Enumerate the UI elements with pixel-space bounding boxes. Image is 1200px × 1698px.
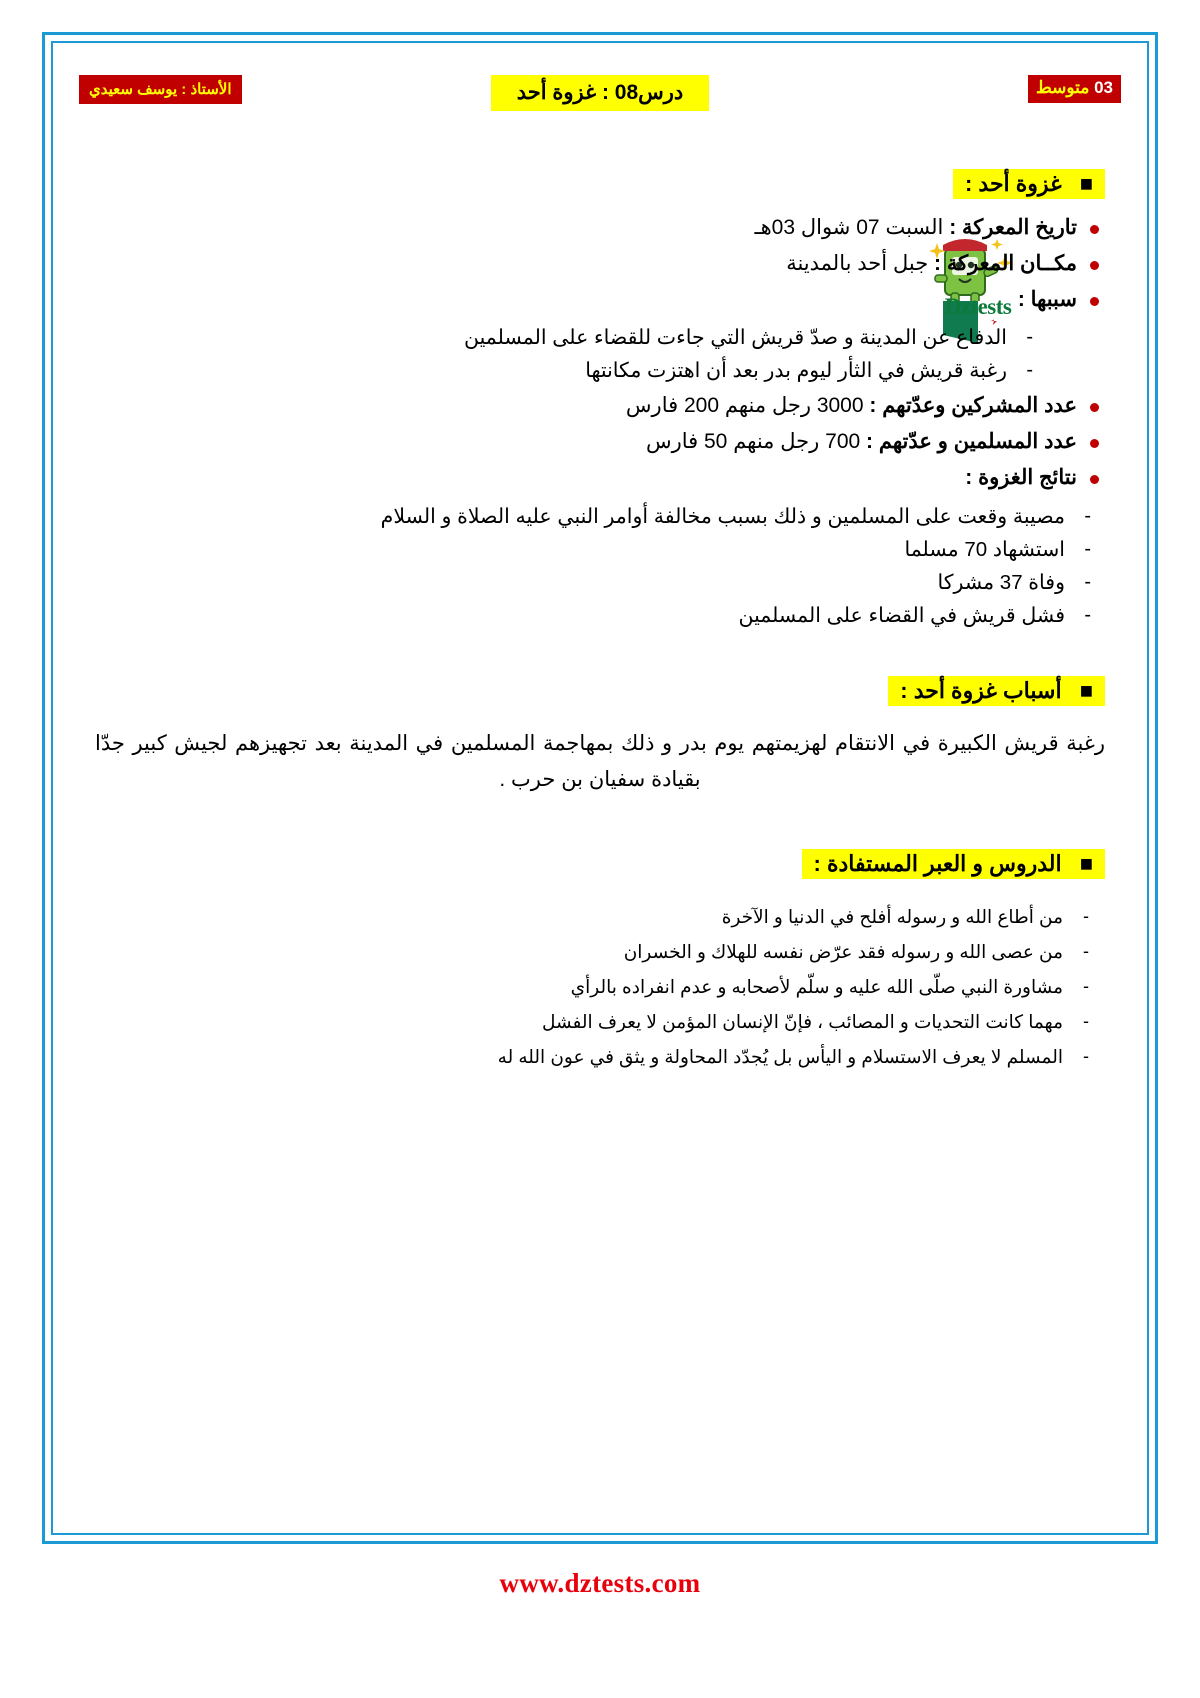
fact-label: عدد المسلمين و عدّتهم : — [866, 430, 1077, 454]
section-2-title: أسباب غزوة أحد : — [894, 676, 1067, 706]
list-item: - من عصى الله و رسوله فقد عرّض نفسه للهلاك و الخسران — [65, 934, 1095, 969]
list-item — [65, 247, 1107, 281]
grade-number: 03 — [1094, 78, 1113, 97]
list-item: - وفاة 37 مشركا — [65, 566, 1099, 599]
lesson-title: درس08 : غزوة أحد — [491, 75, 710, 111]
list-item: - استشهاد 70 مسلما — [65, 533, 1099, 566]
causes-paragraph: رغبة قريش الكبيرة في الانتقام لهزيمتهم يوم بدر و ذلك بمهاجمة المسلمين في المدينة بعد تجهيزهم لجيش كبير جدّا بقيادة سفيان بن حرب . — [95, 732, 1105, 792]
section-1-title: غزوة أحد : — [959, 169, 1068, 199]
fact-label: سببها : — [1017, 288, 1077, 312]
fact-label: تاريخ المعركة : — [949, 216, 1077, 239]
logo-text: Dztests — [944, 294, 1012, 319]
teacher-badge: الأستاذ : يوسف سعيدي — [79, 75, 242, 104]
lessons-list — [65, 899, 1095, 1075]
list-item — [65, 461, 1107, 495]
grade-level: متوسط — [1035, 78, 1090, 97]
fact-value: جبل أحد بالمدينة — [786, 252, 935, 276]
website-url[interactable]: www.dztests.com — [499, 1568, 701, 1598]
list-item — [65, 283, 1107, 387]
battle-facts-list — [65, 211, 1107, 496]
list-item: - مشاورة النبي صلّى الله عليه و سلّم لأصحابه و عدم انفراده بالرأي — [65, 969, 1095, 1004]
fact-value: 700 رجل منهم 50 فارس — [645, 430, 867, 454]
fact-value: 3000 رجل منهم 200 فارس — [625, 394, 870, 418]
list-item: - فشل قريش في القضاء على المسلمين — [65, 599, 1099, 632]
section-title-ghazwat-uhud — [65, 171, 1105, 197]
bullet-square-icon: ■ — [1074, 676, 1099, 706]
list-item: - المسلم لا يعرف الاستسلام و اليأس بل يُجدّد المحاولة و يثق في عون الله له — [65, 1039, 1095, 1074]
page-header — [79, 75, 1121, 117]
fact-label: مكــان المعركة : — [934, 252, 1077, 276]
section-title-lessons — [65, 851, 1105, 877]
fact-label: عدد المشركين وعدّتهم : — [869, 394, 1077, 418]
list-item: - مهما كانت التحديات و المصائب ، فإنّ الإنسان المؤمن لا يعرف الفشل — [65, 1004, 1095, 1039]
bullet-square-icon: ■ — [1074, 849, 1099, 879]
page-border-outer — [42, 32, 1158, 1544]
results-list — [65, 500, 1099, 633]
list-item: - رغبة قريش في الثأر ليوم بدر بعد أن اهتزت مكانتها — [65, 354, 1041, 387]
list-item — [65, 211, 1107, 245]
footer — [0, 1568, 1200, 1599]
section-3-title: الدروس و العبر المستفادة : — [808, 849, 1068, 879]
section-title-causes — [65, 678, 1105, 704]
causes-sublist — [65, 321, 1041, 387]
fact-value: السبت 07 شوال 03هـ — [754, 216, 950, 239]
list-item — [65, 425, 1107, 459]
page-content — [65, 49, 1135, 1527]
list-item: - مصيبة وقعت على المسلمين و ذلك بسبب مخالفة أوامر النبي عليه الصلاة و السلام — [65, 500, 1099, 533]
fact-label: نتائج الغزوة : — [965, 466, 1077, 490]
list-item: - الدفاع عن المدينة و صدّ قريش التي جاءت للقضاء على المسلمين — [65, 321, 1041, 354]
list-item — [65, 389, 1107, 423]
bullet-square-icon: ■ — [1074, 169, 1099, 199]
list-item: - من أطاع الله و رسوله أفلح في الدنيا و الآخرة — [65, 899, 1095, 934]
